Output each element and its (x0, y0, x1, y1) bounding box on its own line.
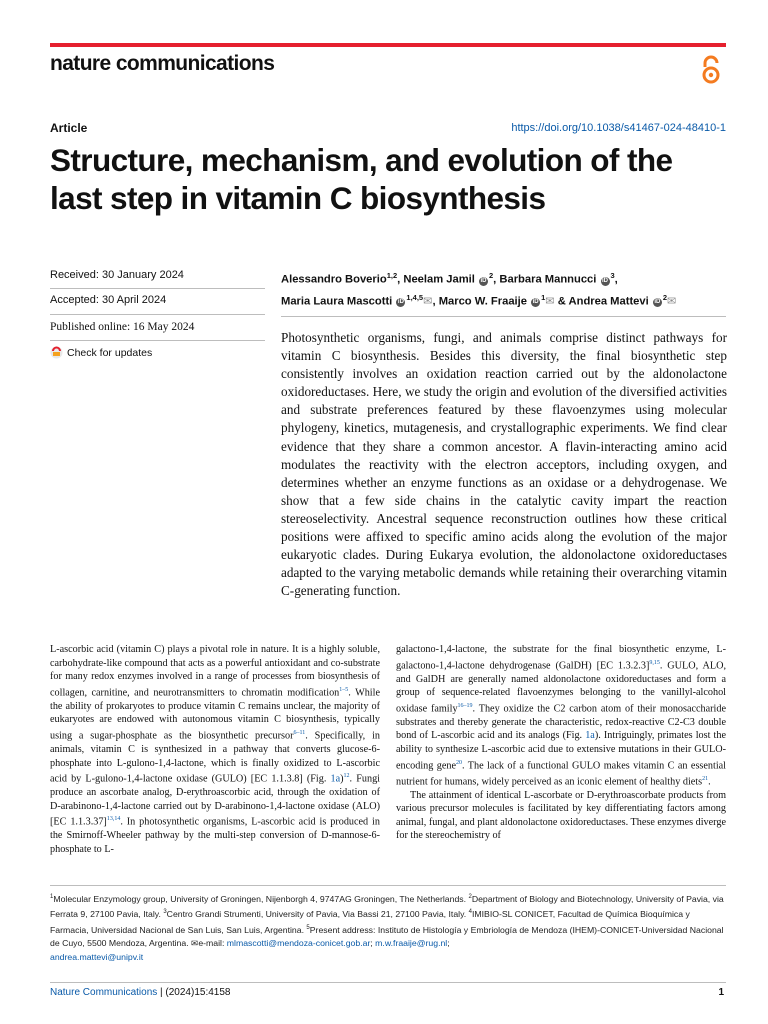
reference-link[interactable]: 1–5 (339, 686, 349, 693)
body-paragraph: The attainment of identical L-ascorbate or D-erythroascorbate products from various precursor molecules is facilitated by key differentiating factors among animal, fungal, and plant aldonolactone oxidoreductases. These enzymes diverge for the stereochemistry of (396, 789, 726, 842)
page-number: 1 (718, 987, 724, 998)
orcid-icon[interactable]: iD (480, 277, 487, 284)
body-column-left (50, 643, 380, 856)
orcid-icon[interactable]: iD (602, 277, 608, 284)
open-access-icon (699, 55, 723, 85)
orcid-icon[interactable]: iD (397, 299, 404, 306)
divider (50, 340, 265, 341)
check-updates-icon (50, 346, 63, 359)
affiliations: $^1$Molecular Enzymology group, University of Groningen, Nijenborgh 4, 9747AG Groningen, The Netherlands. $^2$Department of Biology and Biotechnology, University of Pavia, via Ferrata 9, 27100 Pavia, Italy. $^3$Centro Grandi Strumenti, University of Pavia, Via Bassi 21, 27100 Pavia, Italy. $^4$IMIBIO-SL CONICET, Facultad de Química Bioquímica y Farmacia, Universidad Nacional de San Luis, San Luis, Argentina. $^5$Present address: Instituto de Histología y Embriología de Mendoza (IHEM)-CONICET-Universidad Nacional de Cuyo, 5500 Mendoza, Argentina. ✉e-mail: mlmascotti@mendoza-conicet.gob.ar; m.w.fraaije@rug.nl; andrea.mattevi@unipv.it (50, 893, 724, 962)
figure-link[interactable]: 1a (585, 730, 595, 742)
email-link[interactable]: m.w.fraaije@rug.nl (375, 938, 448, 949)
body-paragraph: L-ascorbic acid (vitamin C) plays a pivotal role in nature. It is a highly soluble, carbohydrate-like compound that acts as a powerful antioxidant and co-substrate for many redox enzymes involved in a range of processes from biosynthesis of collagen, carnitine, and neurotransmitters to chromatin modification$^{1-5}$. While the ability of prokaryotes to produce vitamin C remains unclear, the majority of eukaryotes are endowed with autonomous vitamin C biosynthesis, typically using a sugar-phosphate as the biosynthetic precursor$^{6-11}$. Specifically, in animals, vitamin C is synthesized in a pathway that converts glucose-6-phosphate into L-gulono-1,4-lactone, which is finally oxidized to L-ascorbic acid by L-gulono-1,4-lactone oxidase (GULO) [EC 1.1.3.8] (Fig. 1a)$^{12}$. Fungi produce an ascorbate analog, D-erythroascorbic acid, through the oxidation of D-arabinono-1,4-lactone carried out by D-arabinono-1,4-lactone oxidase (ALO) [EC 1.1.3.37]$^{13,14}$. In photosynthetic organisms, L-ascorbic acid is produced in the Smirnoff-Wheeler pathway by the multi-step conversion of D-mannose-6-phosphate to L- (50, 644, 381, 855)
doi-link[interactable]: https://doi.org/10.1038/s41467-024-48410-1 (511, 122, 726, 134)
author-name[interactable]: Neelam Jamil (403, 273, 475, 286)
mail-icon: ✉ (191, 938, 199, 949)
author-name[interactable]: Marco W. Fraaije (438, 295, 527, 308)
article-title: Structure, mechanism, and evolution of the last step in vitamin C biosynthesis (50, 142, 673, 216)
body-column-right (396, 643, 726, 843)
reference-link[interactable]: 16–19 (457, 702, 473, 709)
divider (50, 288, 265, 289)
email-link[interactable]: mlmascotti@mendoza-conicet.gob.ar (226, 938, 371, 949)
mail-icon[interactable]: ✉ (423, 295, 433, 308)
article-type: Article (50, 121, 88, 135)
reference-link[interactable]: 9,15 (649, 659, 660, 666)
email-link[interactable]: andrea.mattevi@unipv.it (50, 951, 144, 962)
reference-link[interactable]: 6–11 (293, 729, 306, 736)
body-paragraph: galactono-1,4-lactone, the substrate for the final biosynthetic enzyme, L-galactono-1,4-lactone dehydrogenase (GalDH) [EC 1.3.2.3]$^{9,15}$. GULO, ALO, and GalDH are generally named aldonolactone oxidoreductases and form a group of sequence-related flavoenzymes belonging to the vanillyl-alcohol oxidase family$^{16-19}$. They oxidize the C2 carbon atom of their monosaccharide substrates and thereby generate the characteristic, redox-reactive C2-C3 double bond of L-ascorbic acid and its analogs (Fig. 1a). Intriguingly, primates lost the ability to synthesize L-ascorbic acid due to extensive mutations in their GULO-encoding gene$^{20}$. The lack of a functional GULO makes vitamin C an essential nutrient for humans, widely perceived as an iconic element of healthy diets$^{21}$. (396, 644, 727, 787)
author-name[interactable]: Alessandro Boverio (281, 273, 387, 286)
reference-link[interactable]: 21 (702, 775, 709, 782)
orcid-icon[interactable]: iD (654, 299, 661, 306)
check-for-updates-button[interactable] (50, 346, 152, 359)
accepted-date: Accepted: 30 April 2024 (50, 294, 167, 306)
mail-icon[interactable]: ✉ (667, 295, 677, 308)
journal-name[interactable]: nature communications (50, 52, 275, 75)
author-name[interactable]: Barbara Mannucci (499, 273, 597, 286)
figure-link[interactable]: 1a (330, 773, 341, 785)
check-updates-label: Check for updates (67, 346, 153, 359)
published-date: Published online: 16 May 2024 (50, 321, 195, 333)
divider (50, 982, 726, 983)
received-date: Received: 30 January 2024 (50, 269, 184, 281)
abstract: Photosynthetic organisms, fungi, and animals comprise distinct pathways for vitamin C biosynthesis. Besides this diversity, the final biosynthetic step consistently involves an oxidation reaction carried out by the aldonolactone oxidoreductases. Here, we study the origin and evolution of the diversified activities and substrate preferences featured by these flavoenzymes using molecular phylogeny, kinetics, mutagenesis, and crystallographic experiments. We find clear evidence that they share a common ancestor. A flavin-interacting amino acid modulates the reactivity with the electron acceptors, including oxygen, and determines whether an enzyme functions as an oxidase or a dehydrogenase. We show that a few side chains in the catalytic cavity impart the reaction stereoselectivity. Ancestral sequence reconstruction outlines how these critical positions were affixed to specific amino acids along the evolution of the major eukaryotic clades. During Eukarya evolution, the aldonolactone oxidoreductases adapted to the varying metabolic demands while retaining their overarching vitamin C-generating function. (281, 330, 727, 599)
header-accent-bar (50, 43, 726, 47)
footer-journal-link[interactable]: Nature Communications (50, 987, 158, 998)
reference-link[interactable]: 13,14 (106, 816, 121, 823)
divider (50, 314, 265, 315)
orcid-icon[interactable]: iD (532, 299, 539, 306)
divider (281, 316, 726, 317)
reference-link[interactable]: 12 (343, 773, 350, 780)
author-name[interactable]: Maria Laura Mascotti (281, 295, 393, 308)
author-name[interactable]: Andrea Mattevi (568, 295, 649, 308)
mail-icon[interactable]: ✉ (545, 295, 555, 308)
reference-link[interactable]: 20 (456, 759, 462, 766)
footer-citation: Nature Communications | (2024)15:4158 (50, 987, 231, 998)
divider (50, 885, 726, 886)
author-list: Alessandro Boverio$^{1,2}$, Neelam Jamil $iD^2$, Barbara Mannucci $iD^3$, Maria Laura Mascotti iD$^{1,4,5}$✉, Marco W. Fraaije $iD^1✉$ & Andrea Mattevi $iD^2✉$ (281, 271, 677, 308)
